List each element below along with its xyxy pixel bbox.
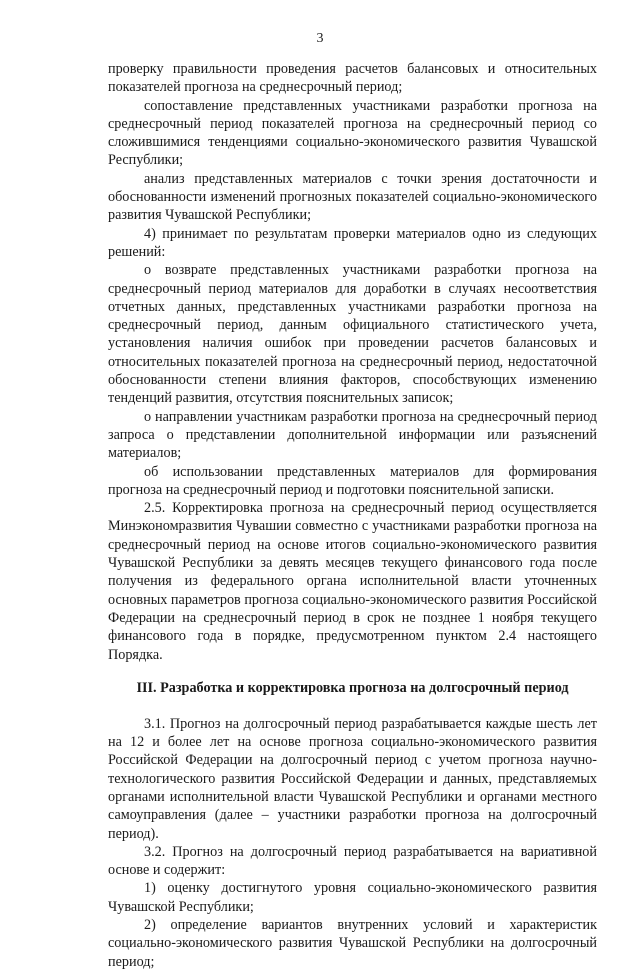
page-number: 3 <box>316 31 324 46</box>
paragraph: о возврате представленных участниками разработки прогноза на среднесрочный период материалов для доработки в случаях несоответствия отчетных данных, представленных участниками разработки прогноза на среднесрочный период, данным официального статистического учета, установления наличия ошибок при проведении расчетов балансовых и относительных показателей прогноза на среднесрочный период, недостаточной обоснованности степени влияния факторов, способствующих изменению тенденций развития, отсутствия пояснительных записок; <box>108 262 597 407</box>
paragraph: анализ представленных материалов с точки зрения достаточности и обоснованности изменений прогнозных показателей социально-экономического развития Чувашской Республики; <box>108 170 597 224</box>
paragraph: 3.2. Прогноз на долгосрочный период разрабатывается на вариативной основе и содержит: <box>108 843 597 879</box>
document-body <box>108 60 597 971</box>
paragraph: проверку правильности проведения расчетов балансовых и относительных показателей прогноза на среднесрочный период; <box>108 61 597 96</box>
paragraph: 3.1. Прогноз на долгосрочный период разрабатывается каждые шесть лет на 12 и более лет на основе прогноза социально-экономического развития Российской Федерации на долгосрочный период с учетом прогноза научно-технологического развития Российской Федерации и данных, представляемых органами исполнительной власти Чувашской Республики и органами местного самоуправления (далее – участники разработки прогноза на долгосрочный период). <box>108 715 597 842</box>
paragraphs-before-section <box>108 60 597 664</box>
paragraph: 2.5. Корректировка прогноза на среднесрочный период осуществляется Минэкономразвития Чувашии совместно с участниками разработки прогноза на среднесрочный период на основе итогов социально-экономического развития Чувашской Республики за девять месяцев текущего финансового года после получения из федерального органа исполнительной власти уточненных основных параметров прогноза социально-экономического развития Российской Федерации на среднесрочный период в срок не позднее 1 ноября текущего финансового года в порядке, предусмотренном пунктом 2.4 настоящего Порядка. <box>108 500 597 663</box>
section-heading: III. Разработка и корректировка прогноза на долгосрочный период <box>136 679 569 696</box>
paragraphs-after-section <box>108 715 597 971</box>
paragraph: о направлении участникам разработки прогноза на среднесрочный период запроса о представлении дополнительной информации или разъяснений материалов; <box>108 408 597 462</box>
paragraph: 1) оценку достигнутого уровня социально-экономического развития Чувашской Республики; <box>108 880 597 915</box>
paragraph: 2) определение вариантов внутренних условий и характеристик социально-экономического развития Чувашской Республики на долгосрочный период; <box>108 917 597 970</box>
paragraph: 4) принимает по результатам проверки материалов одно из следующих решений: <box>108 225 597 260</box>
paragraph: об использовании представленных материалов для формирования прогноза на среднесрочный период и подготовки пояснительной записки. <box>108 463 597 498</box>
paragraph: сопоставление представленных участниками разработки прогноза на среднесрочный период показателей прогноза на среднесрочный период со сложившимися тенденциями социально-экономического развития Чувашской Республики; <box>108 97 597 169</box>
